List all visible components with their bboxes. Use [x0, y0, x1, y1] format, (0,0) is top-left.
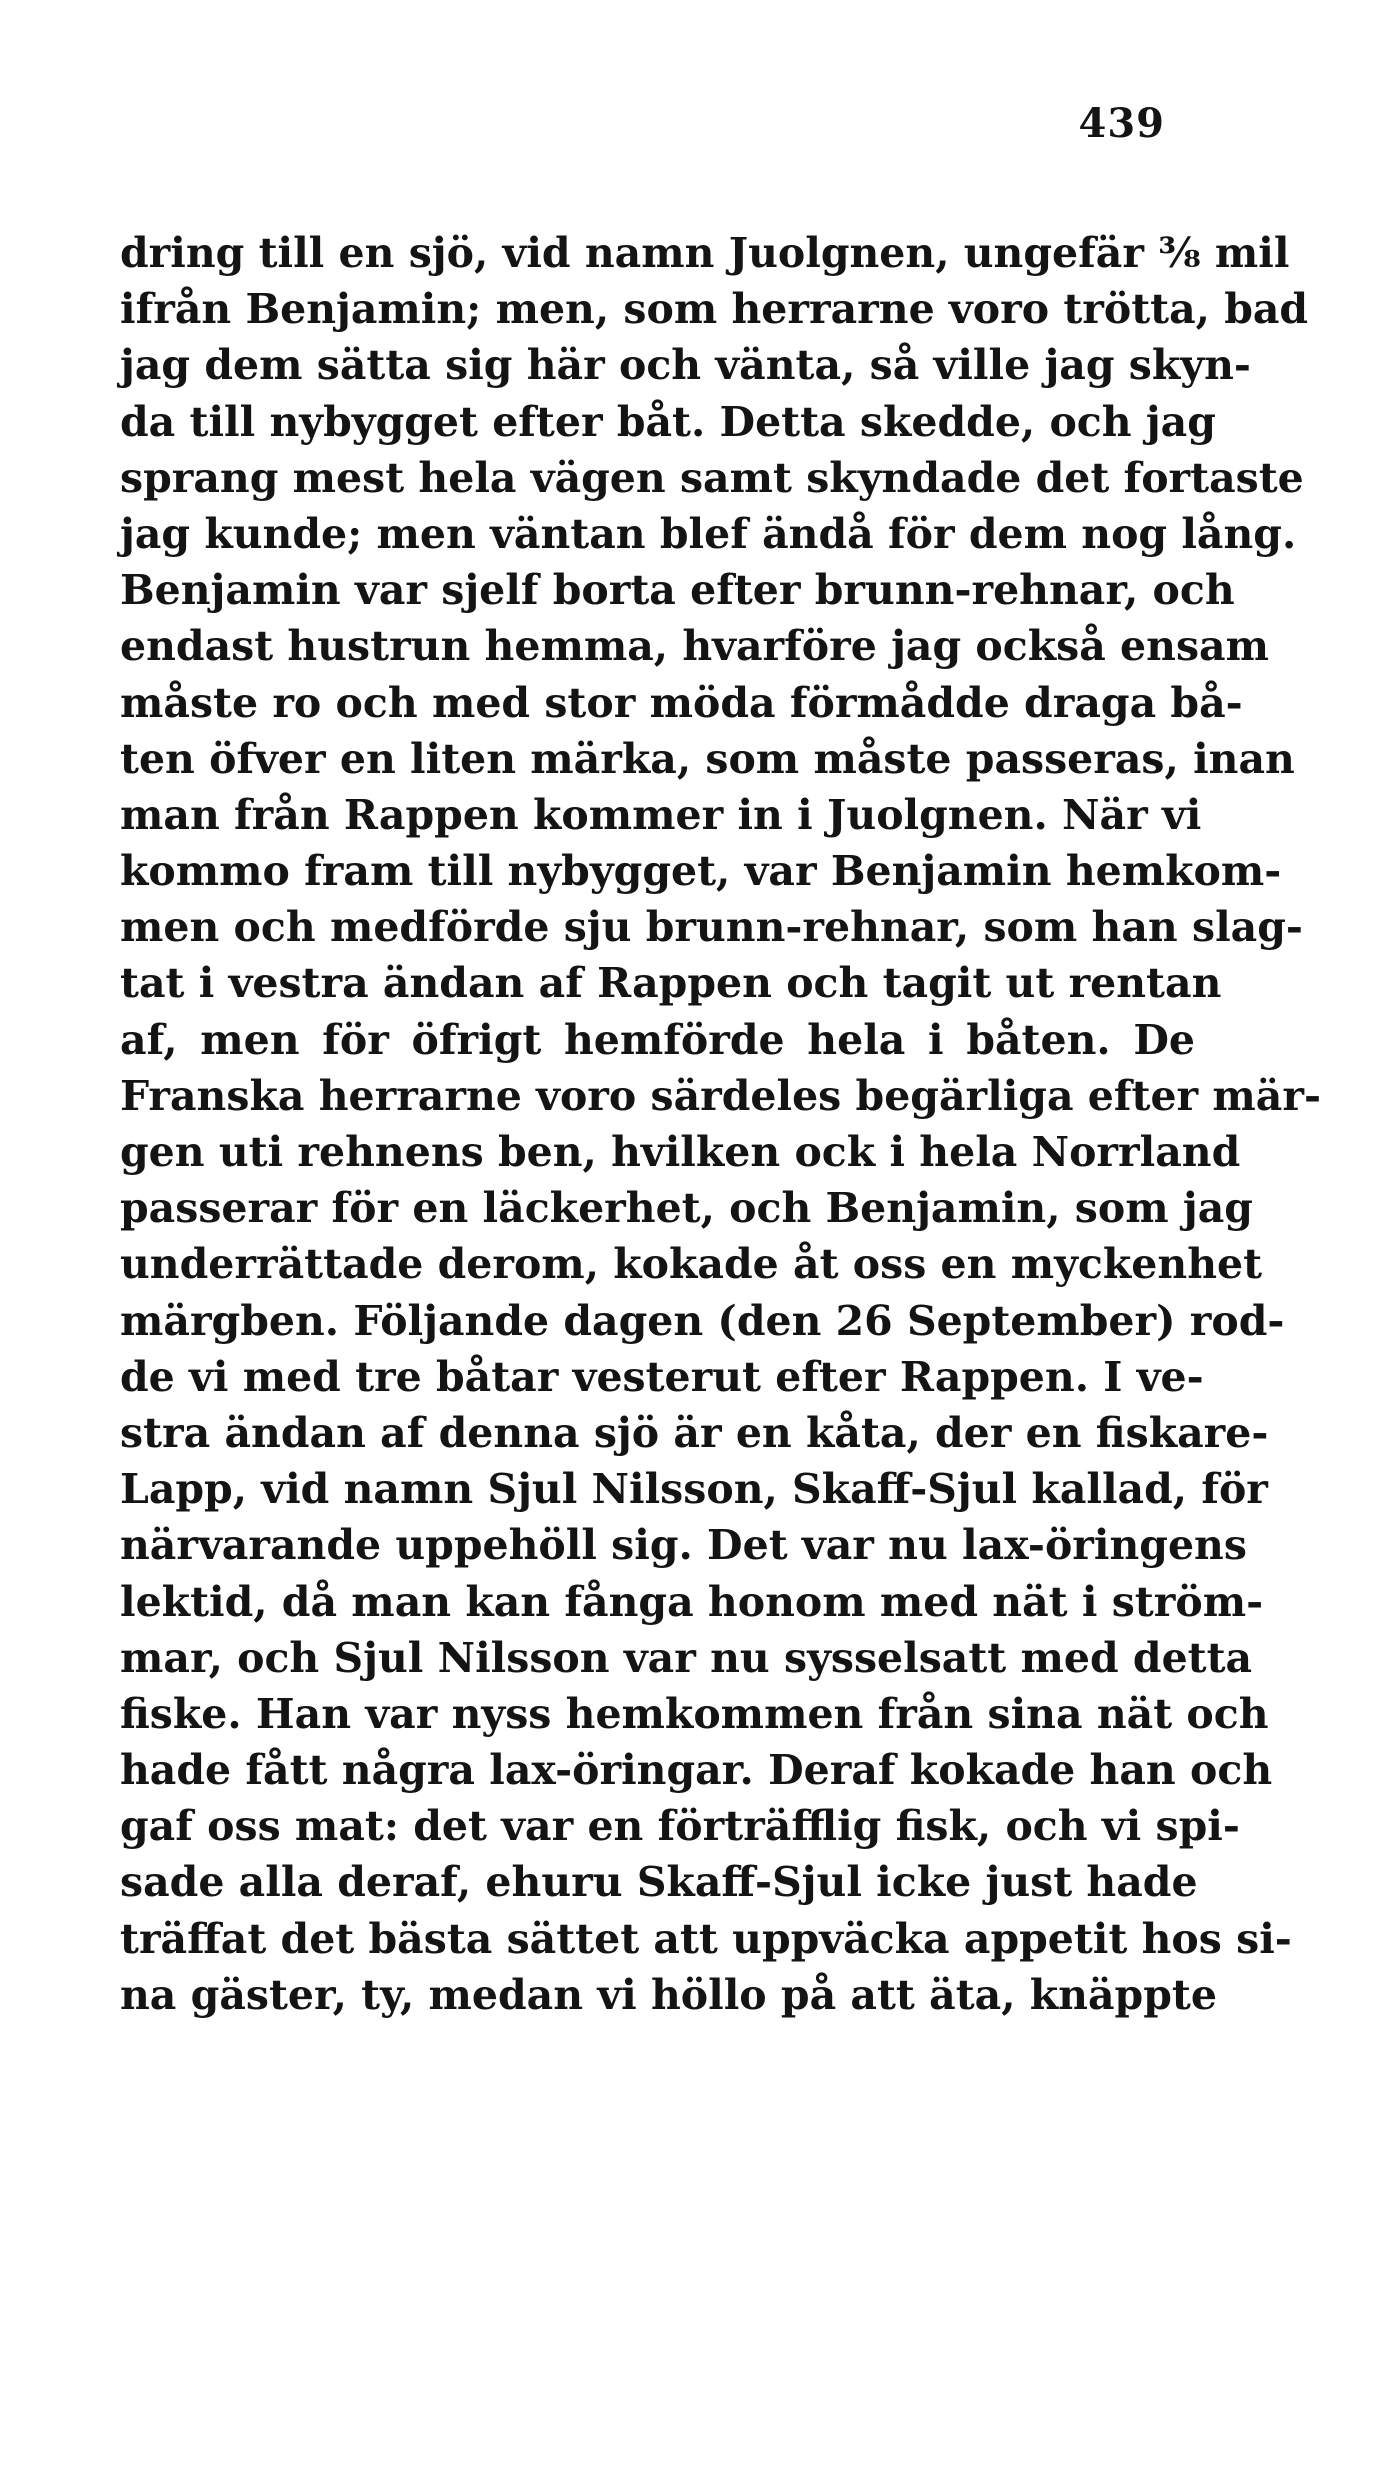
- text-line: jag kunde; men väntan blef ändå för dem nog lång.: [120, 509, 1297, 558]
- text-line: af, men för öfrigt hemförde hela i båten. De: [120, 1015, 1195, 1064]
- text-line: de vi med tre båtar vesterut efter Rappen. I ve-: [120, 1352, 1204, 1401]
- text-line: hade fått några lax-öringar. Deraf kokade han och: [120, 1746, 1273, 1795]
- text-line: na gäster, ty, medan vi höllo på att äta, knäppte: [120, 1970, 1217, 2019]
- page-number: 439: [1078, 100, 1165, 147]
- text-line: Franska herrarne voro särdeles begärliga efter mär-: [120, 1071, 1321, 1120]
- text-line: gaf oss mat: det var en förträfflig fisk, och vi spi-: [120, 1802, 1240, 1851]
- text-line: Lapp, vid namn Sjul Nilsson, Skaff-Sjul kallad, för: [120, 1465, 1268, 1514]
- text-line: ten öfver en liten märka, som måste passeras, inan: [120, 734, 1295, 783]
- text-line: mar, och Sjul Nilsson var nu sysselsatt med detta: [120, 1633, 1253, 1682]
- text-line: stra ändan af denna sjö är en kåta, der en fiskare-: [120, 1408, 1269, 1457]
- body-text: [120, 225, 1321, 2023]
- text-line: ifrån Benjamin; men, som herrarne voro trötta, bad: [120, 285, 1309, 334]
- text-line: jag dem sätta sig här och vänta, så ville jag skyn-: [120, 341, 1251, 390]
- text-line: gen uti rehnens ben, hvilken ock i hela Norrland: [120, 1128, 1241, 1176]
- text-line: märgben. Följande dagen (den 26 September) rod-: [120, 1296, 1285, 1345]
- text-line: sade alla deraf, ehuru Skaff-Sjul icke just hade: [120, 1858, 1198, 1907]
- text-line: underrättade derom, kokade åt oss en myckenhet: [120, 1240, 1263, 1289]
- text-line: lektid, då man kan fånga honom med nät i ström-: [120, 1577, 1264, 1626]
- text-line: men och medförde sju brunn-rehnar, som han slag-: [120, 903, 1303, 952]
- text-line: måste ro och med stor möda förmådde draga bå-: [120, 678, 1243, 727]
- text-line: kommo fram till nybygget, var Benjamin hemkom-: [120, 847, 1282, 896]
- text-line: dring till en sjö, vid namn Juolgnen, ungefär ⅜ mil: [120, 229, 1290, 277]
- text-line: tat i vestra ändan af Rappen och tagit ut rentan: [120, 959, 1222, 1008]
- text-line: man från Rappen kommer in i Juolgnen. När vi: [120, 790, 1202, 839]
- text-line: da till nybygget efter båt. Detta skedde, och jag: [120, 397, 1216, 446]
- text-line: fiske. Han var nyss hemkommen från sina nät och: [120, 1689, 1269, 1738]
- text-line: Benjamin var sjelf borta efter brunn-rehnar, och: [120, 566, 1235, 615]
- text-line: sprang mest hela vägen samt skyndade det fortaste: [120, 453, 1304, 502]
- text-line: endast hustrun hemma, hvarföre jag också ensam: [120, 622, 1269, 671]
- text-line: närvarande uppehöll sig. Det var nu lax-öringens: [120, 1521, 1247, 1570]
- text-line: passerar för en läckerhet, och Benjamin, som jag: [120, 1184, 1253, 1233]
- text-line: träffat det bästa sättet att uppväcka appetit hos si-: [120, 1914, 1292, 1963]
